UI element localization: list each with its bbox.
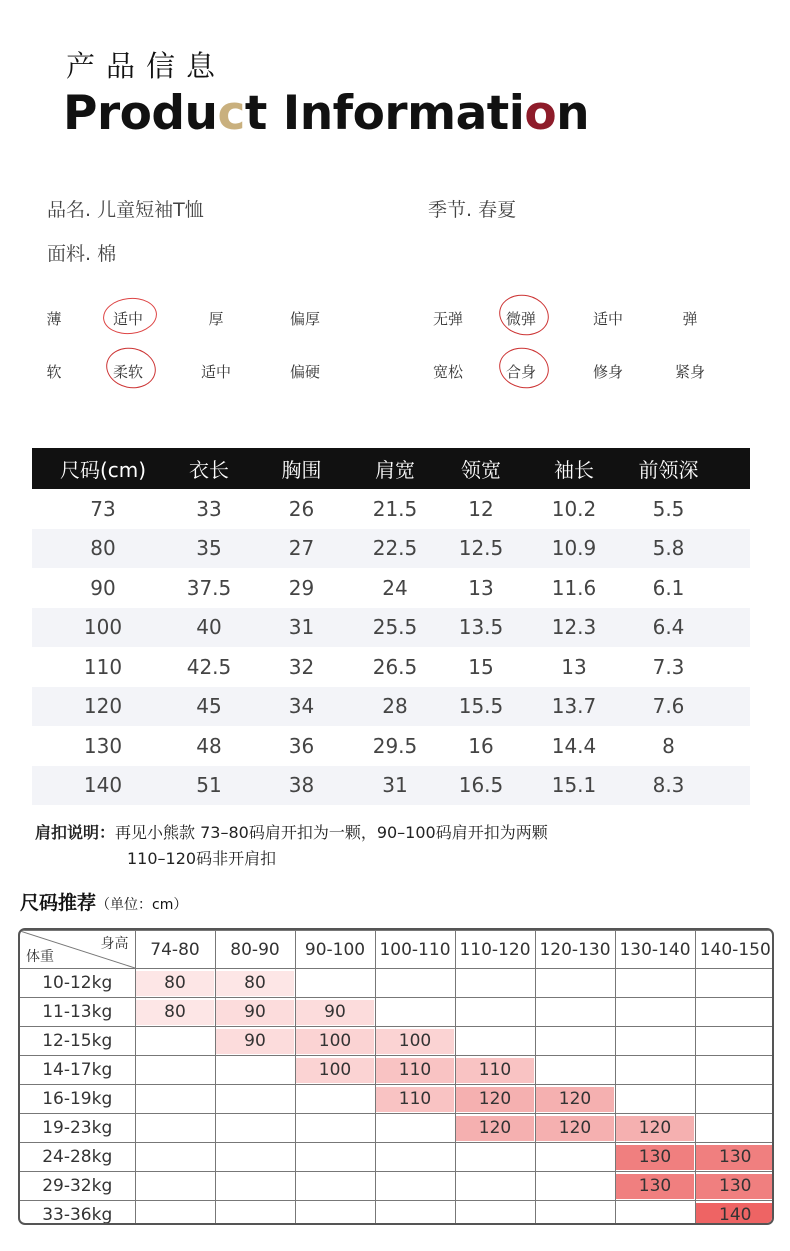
recommended-size: 90 <box>216 1029 294 1054</box>
table-cell: 34 <box>288 694 315 719</box>
recommended-size: 120 <box>616 1116 694 1141</box>
recommended-size: 120 <box>536 1087 614 1112</box>
table-row <box>32 726 750 766</box>
table-cell: 15.1 <box>551 773 597 798</box>
recommend-cell <box>295 1114 375 1143</box>
selected-circle-icon <box>495 343 552 393</box>
recommended-size: 80 <box>136 971 214 996</box>
level-thickness-3: 偏厚 <box>289 310 320 328</box>
corner-cell <box>20 931 135 969</box>
table-cell: 7.6 <box>652 694 685 719</box>
recommend-cell <box>295 1085 375 1114</box>
weight-row-header: 14-17kg <box>20 1056 135 1085</box>
level-softness-2: 适中 <box>200 363 231 381</box>
height-column-header: 130-140 <box>615 931 695 969</box>
recommended-size: 80 <box>216 971 294 996</box>
recommend-cell <box>135 1201 215 1226</box>
table-cell: 29.5 <box>372 733 418 758</box>
recommend-cell <box>375 1114 455 1143</box>
recommend-cell <box>535 969 615 998</box>
recommend-cell <box>295 1056 375 1085</box>
size-header-cell: 胸围 <box>281 458 322 482</box>
table-cell: 27 <box>288 536 315 561</box>
table-cell: 35 <box>196 536 222 561</box>
recommend-cell <box>455 1172 535 1201</box>
corner-height-label: 身高 <box>100 936 129 952</box>
recommend-cell <box>695 1085 774 1114</box>
recommend-cell <box>695 1027 774 1056</box>
table-row <box>32 529 750 569</box>
level-elasticity-3: 弹 <box>682 310 698 328</box>
recommended-size: 110 <box>376 1058 454 1083</box>
selected-circle-icon <box>495 290 552 340</box>
recommend-cell <box>215 1201 295 1226</box>
title-part: Produ <box>63 86 218 141</box>
recommended-size: 120 <box>456 1087 534 1112</box>
level-thickness-1: 适中 <box>98 308 158 329</box>
recommend-cell <box>375 1085 455 1114</box>
table-row <box>32 647 750 687</box>
level-fit-2: 修身 <box>592 363 623 381</box>
table-cell: 33 <box>196 496 222 521</box>
recommend-cell <box>535 1114 615 1143</box>
recommend-cell <box>455 1056 535 1085</box>
size-table-body <box>32 489 750 805</box>
table-row <box>20 1027 774 1056</box>
table-cell: 25.5 <box>372 615 418 640</box>
table-cell: 13 <box>561 654 587 679</box>
table-cell: 7.3 <box>652 654 685 679</box>
recommend-cell <box>215 1056 295 1085</box>
weight-row-header: 16-19kg <box>20 1085 135 1114</box>
recommend-cell <box>535 1027 615 1056</box>
recommend-cell <box>215 969 295 998</box>
recommend-cell <box>455 1114 535 1143</box>
recommend-cell <box>695 1143 774 1172</box>
recommend-cell <box>615 1027 695 1056</box>
recommend-cell <box>695 1201 774 1226</box>
recommend-cell <box>295 998 375 1027</box>
table-row <box>20 1056 774 1085</box>
size-header-cell: 领宽 <box>461 458 501 482</box>
recommend-cell <box>535 1172 615 1201</box>
recommend-cell <box>615 1201 695 1226</box>
height-column-header: 140-150 <box>695 931 774 969</box>
recommend-cell <box>135 1085 215 1114</box>
recommend-cell <box>535 998 615 1027</box>
recommend-cell <box>455 1027 535 1056</box>
recommend-table <box>18 928 774 1225</box>
recommend-cell <box>295 1201 375 1226</box>
recommend-cell <box>535 1056 615 1085</box>
recommended-size: 100 <box>296 1058 374 1083</box>
table-cell: 48 <box>196 733 222 758</box>
table-cell: 80 <box>90 536 116 561</box>
table-cell: 10.2 <box>551 496 597 521</box>
recommend-cell <box>135 1143 215 1172</box>
recommended-size: 90 <box>296 1000 374 1025</box>
recommend-cell <box>215 1114 295 1143</box>
level-elasticity-1: 微弹 <box>491 308 551 329</box>
table-cell: 16 <box>468 733 494 758</box>
recommend-cell <box>615 1143 695 1172</box>
selected-circle-icon <box>102 343 159 393</box>
table-row <box>32 687 750 727</box>
recommend-unit: （单位：cm） <box>96 897 188 913</box>
recommend-cell <box>375 1027 455 1056</box>
table-cell: 22.5 <box>372 536 418 561</box>
recommended-size: 110 <box>456 1058 534 1083</box>
title-accent-red: o <box>524 86 557 141</box>
table-cell: 13 <box>468 575 494 600</box>
table-cell: 5.5 <box>652 496 685 521</box>
note-label: 肩扣说明： <box>35 823 116 842</box>
recommended-size: 140 <box>696 1203 774 1226</box>
recommend-cell <box>375 1056 455 1085</box>
weight-row-header: 12-15kg <box>20 1027 135 1056</box>
size-table <box>32 448 750 805</box>
table-cell: 13.5 <box>458 615 504 640</box>
table-cell: 21.5 <box>372 496 418 521</box>
table-cell: 26 <box>288 496 315 521</box>
table-cell: 36 <box>288 733 315 758</box>
page-title-cn: 产品信息 <box>66 49 227 83</box>
recommend-cell <box>135 1027 215 1056</box>
table-cell: 6.1 <box>652 575 685 600</box>
table-cell: 51 <box>196 773 222 798</box>
recommended-size: 120 <box>536 1116 614 1141</box>
recommended-size: 90 <box>216 1000 294 1025</box>
table-cell: 31 <box>288 615 315 640</box>
level-softness-1: 柔软 <box>98 361 158 382</box>
recommend-cell <box>215 998 295 1027</box>
size-header-cell: 尺码(cm) <box>59 458 147 482</box>
table-cell: 15 <box>468 654 494 679</box>
table-cell: 42.5 <box>186 654 232 679</box>
recommend-cell <box>535 1201 615 1226</box>
table-row <box>20 1143 774 1172</box>
recommend-cell <box>215 1172 295 1201</box>
recommend-cell <box>295 1143 375 1172</box>
recommend-cell <box>215 1027 295 1056</box>
height-column-header: 120-130 <box>535 931 615 969</box>
level-softness-3: 偏硬 <box>289 363 320 381</box>
table-cell: 100 <box>83 615 123 640</box>
title-part: n <box>556 86 590 141</box>
corner-weight-label: 体重 <box>26 949 54 965</box>
height-column-header: 80-90 <box>215 931 295 969</box>
recommend-cell <box>535 1085 615 1114</box>
recommend-cell <box>455 1085 535 1114</box>
recommend-cell <box>135 998 215 1027</box>
recommend-cell <box>135 969 215 998</box>
recommended-size: 130 <box>616 1174 694 1199</box>
table-cell: 26.5 <box>372 654 418 679</box>
weight-row-header: 33-36kg <box>20 1201 135 1226</box>
recommend-cell <box>615 998 695 1027</box>
recommended-size: 100 <box>296 1029 374 1054</box>
table-cell: 12.3 <box>551 615 597 640</box>
size-header-cell: 肩宽 <box>375 458 415 482</box>
level-thickness-0: 薄 <box>46 310 62 328</box>
table-cell: 40 <box>196 615 222 640</box>
table-cell: 12.5 <box>458 536 504 561</box>
recommend-cell <box>295 969 375 998</box>
recommend-cell <box>215 1085 295 1114</box>
recommend-cell <box>375 998 455 1027</box>
table-cell: 5.8 <box>652 536 685 561</box>
recommended-size: 130 <box>696 1145 774 1170</box>
level-elasticity-2: 适中 <box>592 310 623 328</box>
recommend-cell <box>615 1172 695 1201</box>
level-fit-1: 合身 <box>491 361 551 382</box>
table-row <box>20 1114 774 1143</box>
size-header-cell: 前领深 <box>638 458 699 482</box>
table-cell: 90 <box>90 575 116 600</box>
table-cell: 24 <box>382 575 408 600</box>
recommend-cell <box>455 998 535 1027</box>
table-cell: 28 <box>382 694 408 719</box>
recommend-cell <box>615 969 695 998</box>
table-cell: 12 <box>468 496 494 521</box>
recommend-cell <box>615 1085 695 1114</box>
recommend-cell <box>375 1172 455 1201</box>
recommend-cell <box>535 1143 615 1172</box>
product-name: 品名. 儿童短袖T恤 <box>47 199 204 221</box>
note-line1: 再见小熊款 73–80码肩开扣为一颗，90–100码肩开扣为两颗 <box>115 823 548 842</box>
table-cell: 32 <box>288 654 315 679</box>
title-accent-gold: c <box>217 86 245 141</box>
level-fit-3: 紧身 <box>674 363 705 381</box>
table-row <box>20 1172 774 1201</box>
table-row <box>32 608 750 648</box>
table-cell: 45 <box>196 694 222 719</box>
recommend-cell <box>375 1143 455 1172</box>
recommended-size: 100 <box>376 1029 454 1054</box>
recommended-size: 120 <box>456 1116 534 1141</box>
recommend-cell <box>375 1201 455 1226</box>
height-column-header: 74-80 <box>135 931 215 969</box>
table-cell: 38 <box>288 773 315 798</box>
recommended-size: 80 <box>136 1000 214 1025</box>
table-cell: 14.4 <box>551 733 597 758</box>
level-thickness-2: 厚 <box>208 310 224 328</box>
recommend-cell <box>135 1172 215 1201</box>
product-fabric: 面料. 棉 <box>47 243 117 265</box>
recommend-cell <box>455 1201 535 1226</box>
table-cell: 11.6 <box>551 575 597 600</box>
table-row <box>20 1201 774 1226</box>
size-header-cell: 袖长 <box>554 458 594 482</box>
table-cell: 29 <box>288 575 315 600</box>
weight-row-header: 10-12kg <box>20 969 135 998</box>
level-softness-0: 软 <box>46 363 62 381</box>
table-row <box>32 568 750 608</box>
recommend-cell <box>295 1172 375 1201</box>
recommend-cell <box>135 1114 215 1143</box>
table-cell: 110 <box>83 654 123 679</box>
title-part: t Informati <box>244 86 525 141</box>
table-row <box>20 1085 774 1114</box>
table-row <box>32 766 750 806</box>
table-cell: 8 <box>662 733 675 758</box>
table-row <box>20 998 774 1027</box>
table-cell: 130 <box>83 733 123 758</box>
table-cell: 15.5 <box>458 694 504 719</box>
table-cell: 37.5 <box>186 575 232 600</box>
selected-circle-icon <box>101 295 158 336</box>
recommend-cell <box>375 969 455 998</box>
table-cell: 8.3 <box>652 773 685 798</box>
height-column-header: 100-110 <box>375 931 455 969</box>
recommend-cell <box>215 1143 295 1172</box>
recommend-cell <box>135 1056 215 1085</box>
recommend-header-row <box>20 931 774 969</box>
recommend-grid <box>20 930 774 1225</box>
recommend-cell <box>615 1056 695 1085</box>
weight-row-header: 29-32kg <box>20 1172 135 1201</box>
table-cell: 13.7 <box>551 694 597 719</box>
recommend-cell <box>695 1172 774 1201</box>
recommend-cell <box>295 1027 375 1056</box>
table-cell: 73 <box>90 496 116 521</box>
recommend-cell <box>695 998 774 1027</box>
note-line2: 110–120码非开肩扣 <box>127 849 277 868</box>
recommend-cell <box>695 969 774 998</box>
table-cell: 31 <box>382 773 408 798</box>
recommend-cell <box>695 1114 774 1143</box>
recommended-size: 130 <box>616 1145 694 1170</box>
recommend-cell <box>695 1056 774 1085</box>
shoulder-button-note <box>35 820 548 872</box>
weight-row-header: 11-13kg <box>20 998 135 1027</box>
table-row <box>32 489 750 529</box>
product-season: 季节. 春夏 <box>428 199 517 221</box>
recommended-size: 110 <box>376 1087 454 1112</box>
table-cell: 6.4 <box>652 615 685 640</box>
level-elasticity-0: 无弹 <box>432 310 463 328</box>
recommend-cell <box>455 969 535 998</box>
table-cell: 16.5 <box>458 773 504 798</box>
size-header-cell: 衣长 <box>189 458 229 482</box>
table-cell: 10.9 <box>551 536 597 561</box>
weight-row-header: 19-23kg <box>20 1114 135 1143</box>
table-cell: 140 <box>83 773 123 798</box>
recommended-size: 130 <box>696 1174 774 1199</box>
table-row <box>20 969 774 998</box>
recommend-cell <box>455 1143 535 1172</box>
recommend-cell <box>615 1114 695 1143</box>
weight-row-header: 24-28kg <box>20 1143 135 1172</box>
height-column-header: 90-100 <box>295 931 375 969</box>
table-cell: 120 <box>83 694 123 719</box>
size-table-header <box>32 448 750 489</box>
page-title-en <box>63 86 589 141</box>
height-column-header: 110-120 <box>455 931 535 969</box>
recommend-title: 尺码推荐（单位：cm） <box>20 892 188 914</box>
level-fit-0: 宽松 <box>432 363 463 381</box>
